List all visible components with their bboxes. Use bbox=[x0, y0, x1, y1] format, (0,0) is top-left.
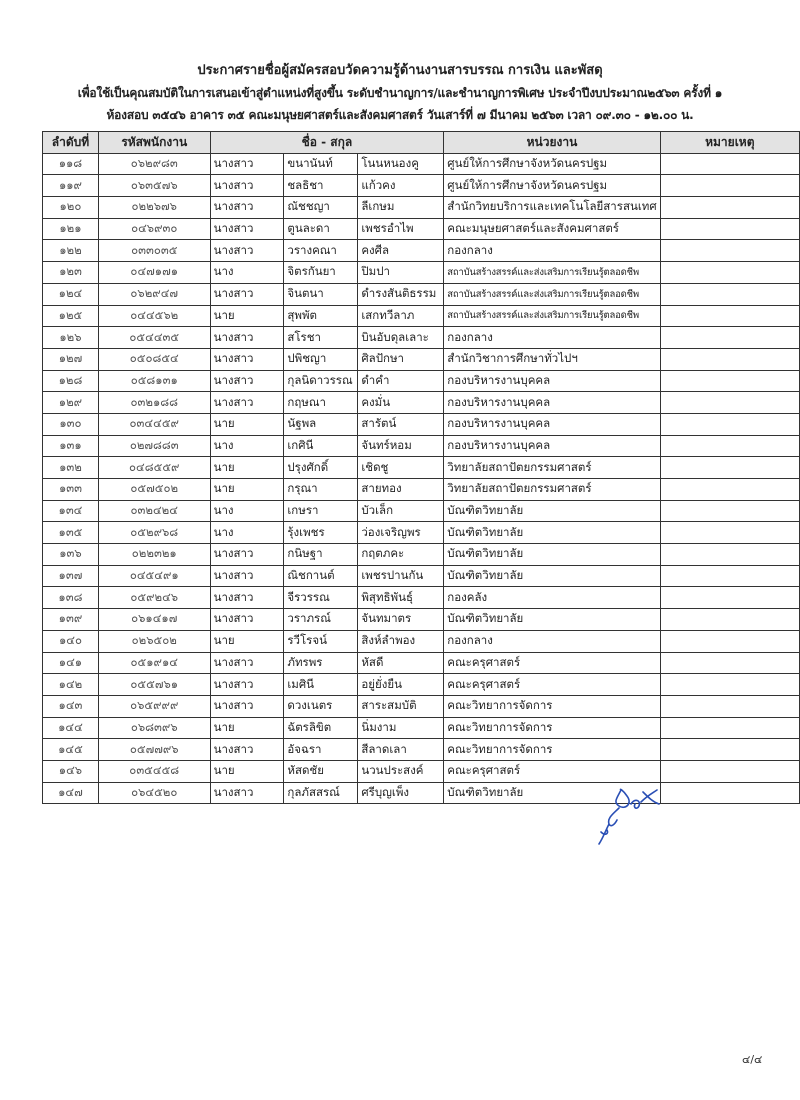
department-cell: กองบริหารงานบุคคล bbox=[444, 370, 660, 392]
name-title-cell: นาย bbox=[210, 630, 284, 652]
last-name-cell: คงมั่น bbox=[358, 392, 444, 414]
department-cell: กองคลัง bbox=[444, 587, 660, 609]
last-name-cell: โนนหนองคู bbox=[358, 153, 444, 175]
remark-cell bbox=[660, 370, 799, 392]
last-name-cell: เพชรอำไพ bbox=[358, 218, 444, 240]
remark-cell bbox=[660, 413, 799, 435]
name-title-cell: นาย bbox=[210, 413, 284, 435]
seq-cell: ๑๑๙ bbox=[43, 175, 99, 197]
remark-cell bbox=[660, 283, 799, 305]
employee-code-cell: ๐๔๕๔๙๑ bbox=[98, 565, 210, 587]
last-name-cell: เสกทวีลาภ bbox=[358, 305, 444, 327]
table-row bbox=[43, 457, 800, 479]
last-name-cell: บินอับดุลเลาะ bbox=[358, 327, 444, 349]
employee-code-cell: ๐๕๗๕๐๒ bbox=[98, 479, 210, 501]
name-title-cell: นาย bbox=[210, 479, 284, 501]
first-name-cell: นัฐพล bbox=[284, 413, 358, 435]
remark-cell bbox=[660, 522, 799, 544]
column-header-seq: ลำดับที่ bbox=[43, 132, 99, 154]
employee-code-cell: ๐๕๘๑๓๑ bbox=[98, 370, 210, 392]
name-title-cell: นางสาว bbox=[210, 544, 284, 566]
name-title-cell: นางสาว bbox=[210, 565, 284, 587]
table-row bbox=[43, 262, 800, 284]
remark-cell bbox=[660, 327, 799, 349]
seq-cell: ๑๓๘ bbox=[43, 587, 99, 609]
remark-cell bbox=[660, 153, 799, 175]
name-title-cell: นางสาว bbox=[210, 674, 284, 696]
department-cell: บัณฑิตวิทยาลัย bbox=[444, 565, 660, 587]
department-cell: คณะมนุษยศาสตร์และสังคมศาสตร์ bbox=[444, 218, 660, 240]
document-header bbox=[0, 60, 800, 126]
table-row bbox=[43, 348, 800, 370]
table-row bbox=[43, 413, 800, 435]
table-row bbox=[43, 283, 800, 305]
first-name-cell: อัจฉรา bbox=[284, 739, 358, 761]
seq-cell: ๑๓๕ bbox=[43, 522, 99, 544]
department-cell: บัณฑิตวิทยาลัย bbox=[444, 522, 660, 544]
employee-code-cell: ๐๓๓๐๓๕ bbox=[98, 240, 210, 262]
seq-cell: ๑๒๓ bbox=[43, 262, 99, 284]
name-title-cell: นาย bbox=[210, 305, 284, 327]
last-name-cell: สิงห์ลำพอง bbox=[358, 630, 444, 652]
remark-cell bbox=[660, 457, 799, 479]
first-name-cell: เกษรา bbox=[284, 500, 358, 522]
table-row bbox=[43, 782, 800, 804]
table-row bbox=[43, 218, 800, 240]
last-name-cell: อยู่ยั่งยืน bbox=[358, 674, 444, 696]
seq-cell: ๑๒๕ bbox=[43, 305, 99, 327]
name-title-cell: นางสาว bbox=[210, 153, 284, 175]
seq-cell: ๑๑๘ bbox=[43, 153, 99, 175]
department-cell: คณะวิทยาการจัดการ bbox=[444, 739, 660, 761]
table-row bbox=[43, 544, 800, 566]
remark-cell bbox=[660, 630, 799, 652]
seq-cell: ๑๔๐ bbox=[43, 630, 99, 652]
table-row bbox=[43, 609, 800, 631]
first-name-cell: ปรุงศักดิ์ bbox=[284, 457, 358, 479]
department-cell: วิทยาลัยสถาปัตยกรรมศาสตร์ bbox=[444, 479, 660, 501]
table-row bbox=[43, 327, 800, 349]
department-cell: บัณฑิตวิทยาลัย bbox=[444, 500, 660, 522]
name-title-cell: นางสาว bbox=[210, 739, 284, 761]
seq-cell: ๑๓๗ bbox=[43, 565, 99, 587]
name-title-cell: นางสาว bbox=[210, 392, 284, 414]
department-cell: กองบริหารงานบุคคล bbox=[444, 435, 660, 457]
name-title-cell: นาง bbox=[210, 522, 284, 544]
name-title-cell: นาย bbox=[210, 760, 284, 782]
name-title-cell: นาง bbox=[210, 262, 284, 284]
employee-code-cell: ๐๒๗๘๘๓ bbox=[98, 435, 210, 457]
name-title-cell: นางสาว bbox=[210, 587, 284, 609]
department-cell: คณะวิทยาการจัดการ bbox=[444, 695, 660, 717]
first-name-cell: จินตนา bbox=[284, 283, 358, 305]
first-name-cell: ปพิชญา bbox=[284, 348, 358, 370]
employee-code-cell: ๐๒๒๓๒๑ bbox=[98, 544, 210, 566]
department-cell: คณะครุศาสตร์ bbox=[444, 674, 660, 696]
last-name-cell: ดำรงสันติธรรม bbox=[358, 283, 444, 305]
first-name-cell: ขนานันท์ bbox=[284, 153, 358, 175]
remark-cell bbox=[660, 544, 799, 566]
first-name-cell: กุลนิดาวรรณ bbox=[284, 370, 358, 392]
remark-cell bbox=[660, 695, 799, 717]
employee-code-cell: ๐๖๘๓๙๖ bbox=[98, 717, 210, 739]
remark-cell bbox=[660, 305, 799, 327]
first-name-cell: ตูนละดา bbox=[284, 218, 358, 240]
name-title-cell: นางสาว bbox=[210, 370, 284, 392]
remark-cell bbox=[660, 175, 799, 197]
department-cell: สถาบันสร้างสรรค์และส่งเสริมการเรียนรู้ตลอดชีพ bbox=[444, 305, 660, 327]
last-name-cell: ลีเกษม bbox=[358, 197, 444, 219]
first-name-cell: กุลภัสสรณ์ bbox=[284, 782, 358, 804]
table-row bbox=[43, 435, 800, 457]
department-cell: บัณฑิตวิทยาลัย bbox=[444, 782, 660, 804]
name-title-cell: นางสาว bbox=[210, 782, 284, 804]
last-name-cell: กฤตภคะ bbox=[358, 544, 444, 566]
department-cell: สำนักวิชาการศึกษาทั่วไปฯ bbox=[444, 348, 660, 370]
department-cell: คณะครุศาสตร์ bbox=[444, 760, 660, 782]
department-cell: สำนักวิทยบริการและเทคโนโลยีสารสนเทศ bbox=[444, 197, 660, 219]
table-row bbox=[43, 479, 800, 501]
remark-cell bbox=[660, 392, 799, 414]
seq-cell: ๑๓๔ bbox=[43, 500, 99, 522]
employee-code-cell: ๐๓๒๔๒๔ bbox=[98, 500, 210, 522]
last-name-cell: แก้วคง bbox=[358, 175, 444, 197]
first-name-cell: กฤษณา bbox=[284, 392, 358, 414]
last-name-cell: จันทมาตร bbox=[358, 609, 444, 631]
department-cell: คณะครุศาสตร์ bbox=[444, 652, 660, 674]
name-title-cell: นาง bbox=[210, 435, 284, 457]
employee-code-cell: ๐๕๒๙๖๘ bbox=[98, 522, 210, 544]
seq-cell: ๑๒๙ bbox=[43, 392, 99, 414]
first-name-cell: จีรวรรณ bbox=[284, 587, 358, 609]
employee-code-cell: ๐๕๑๙๑๔ bbox=[98, 652, 210, 674]
handwritten-signature bbox=[595, 780, 685, 850]
employee-code-cell: ๐๔๘๕๕๙ bbox=[98, 457, 210, 479]
first-name-cell: ณิชกานต์ bbox=[284, 565, 358, 587]
table-row bbox=[43, 674, 800, 696]
department-cell: ศูนย์ให้การศึกษาจังหวัดนครปฐม bbox=[444, 175, 660, 197]
name-title-cell: นางสาว bbox=[210, 348, 284, 370]
employee-code-cell: ๐๒๖๕๐๒ bbox=[98, 630, 210, 652]
last-name-cell: หัสดี bbox=[358, 652, 444, 674]
remark-cell bbox=[660, 674, 799, 696]
seq-cell: ๑๔๗ bbox=[43, 782, 99, 804]
last-name-cell: ศิลปักษา bbox=[358, 348, 444, 370]
first-name-cell: วรางคณา bbox=[284, 240, 358, 262]
name-title-cell: นางสาว bbox=[210, 283, 284, 305]
last-name-cell: สีลาดเลา bbox=[358, 739, 444, 761]
remark-cell bbox=[660, 717, 799, 739]
candidate-table bbox=[42, 131, 800, 804]
seq-cell: ๑๓๐ bbox=[43, 413, 99, 435]
name-title-cell: นางสาว bbox=[210, 652, 284, 674]
table-row bbox=[43, 630, 800, 652]
department-cell: กองกลาง bbox=[444, 630, 660, 652]
last-name-cell: เชิดชู bbox=[358, 457, 444, 479]
employee-code-cell: ๐๓๔๔๕๙ bbox=[98, 413, 210, 435]
name-title-cell: นางสาว bbox=[210, 240, 284, 262]
table-row bbox=[43, 370, 800, 392]
employee-code-cell: ๐๕๗๗๙๖ bbox=[98, 739, 210, 761]
name-title-cell: นางสาว bbox=[210, 327, 284, 349]
seq-cell: ๑๔๔ bbox=[43, 717, 99, 739]
table-body bbox=[43, 153, 800, 804]
first-name-cell: รุ้งเพชร bbox=[284, 522, 358, 544]
seq-cell: ๑๒๐ bbox=[43, 197, 99, 219]
signature-stroke bbox=[599, 789, 659, 844]
seq-cell: ๑๓๙ bbox=[43, 609, 99, 631]
first-name-cell: ณัชชญา bbox=[284, 197, 358, 219]
first-name-cell: รวีโรจน์ bbox=[284, 630, 358, 652]
employee-code-cell: ๐๕๙๒๔๖ bbox=[98, 587, 210, 609]
first-name-cell: ดวงเนตร bbox=[284, 695, 358, 717]
employee-code-cell: ๐๓๕๔๕๘ bbox=[98, 760, 210, 782]
first-name-cell: วราภรณ์ bbox=[284, 609, 358, 631]
exam-room-details: ห้องสอบ ๓๕๔๖ อาคาร ๓๕ คณะมนุษยศาสตร์และสังคมศาสตร์ วันเสาร์ที่ ๗ มีนาคม ๒๕๖๓ เวลา ๐๙.๓๐ - ๑๒.๐๐ น. bbox=[106, 108, 694, 122]
seq-cell: ๑๒๔ bbox=[43, 283, 99, 305]
seq-cell: ๑๒๖ bbox=[43, 327, 99, 349]
employee-code-cell: ๐๖๔๕๒๐ bbox=[98, 782, 210, 804]
table-row bbox=[43, 760, 800, 782]
seq-cell: ๑๒๗ bbox=[43, 348, 99, 370]
department-cell: บัณฑิตวิทยาลัย bbox=[444, 544, 660, 566]
table-row bbox=[43, 240, 800, 262]
name-title-cell: นางสาว bbox=[210, 609, 284, 631]
remark-cell bbox=[660, 218, 799, 240]
last-name-cell: นวนประสงค์ bbox=[358, 760, 444, 782]
table-header-row bbox=[43, 132, 800, 154]
seq-cell: ๑๔๒ bbox=[43, 674, 99, 696]
column-header-department: หน่วยงาน bbox=[444, 132, 660, 154]
table-row bbox=[43, 695, 800, 717]
last-name-cell: ศรีบุญเพ็ง bbox=[358, 782, 444, 804]
name-title-cell: นาย bbox=[210, 457, 284, 479]
first-name-cell: สุพพัต bbox=[284, 305, 358, 327]
first-name-cell: ภัทรพร bbox=[284, 652, 358, 674]
department-cell: บัณฑิตวิทยาลัย bbox=[444, 609, 660, 631]
last-name-cell: นิ่มงาม bbox=[358, 717, 444, 739]
remark-cell bbox=[660, 760, 799, 782]
table-row bbox=[43, 500, 800, 522]
department-cell: ศูนย์ให้การศึกษาจังหวัดนครปฐม bbox=[444, 153, 660, 175]
first-name-cell: ชลธิชา bbox=[284, 175, 358, 197]
last-name-cell: เพชรปานกัน bbox=[358, 565, 444, 587]
last-name-cell: สายทอง bbox=[358, 479, 444, 501]
employee-code-cell: ๐๕๔๔๓๕ bbox=[98, 327, 210, 349]
employee-code-cell: ๐๓๒๑๘๘ bbox=[98, 392, 210, 414]
remark-cell bbox=[660, 565, 799, 587]
employee-code-cell: ๐๖๒๙๘๓ bbox=[98, 153, 210, 175]
department-cell: กองบริหารงานบุคคล bbox=[444, 392, 660, 414]
remark-cell bbox=[660, 240, 799, 262]
table-row bbox=[43, 197, 800, 219]
employee-code-cell: ๐๔๔๕๖๒ bbox=[98, 305, 210, 327]
remark-cell bbox=[660, 609, 799, 631]
employee-code-cell: ๐๖๒๙๔๗ bbox=[98, 283, 210, 305]
column-header-remark: หมายเหตุ bbox=[660, 132, 799, 154]
remark-cell bbox=[660, 739, 799, 761]
seq-cell: ๑๒๑ bbox=[43, 218, 99, 240]
department-cell: คณะวิทยาการจัดการ bbox=[444, 717, 660, 739]
table-row bbox=[43, 717, 800, 739]
name-title-cell: นาง bbox=[210, 500, 284, 522]
employee-code-cell: ๐๖๑๔๑๗ bbox=[98, 609, 210, 631]
last-name-cell: สารัตน์ bbox=[358, 413, 444, 435]
employee-code-cell: ๐๔๖๙๓๐ bbox=[98, 218, 210, 240]
last-name-cell: ปิมปา bbox=[358, 262, 444, 284]
name-title-cell: นางสาว bbox=[210, 218, 284, 240]
table-row bbox=[43, 392, 800, 414]
seq-cell: ๑๓๓ bbox=[43, 479, 99, 501]
first-name-cell: ฉัตรลิขิต bbox=[284, 717, 358, 739]
remark-cell bbox=[660, 348, 799, 370]
table-row bbox=[43, 305, 800, 327]
department-cell: สถาบันสร้างสรรค์และส่งเสริมการเรียนรู้ตลอดชีพ bbox=[444, 262, 660, 284]
seq-cell: ๑๓๒ bbox=[43, 457, 99, 479]
employee-code-cell: ๐๕๕๗๖๑ bbox=[98, 674, 210, 696]
last-name-cell: คงศีล bbox=[358, 240, 444, 262]
seq-cell: ๑๒๘ bbox=[43, 370, 99, 392]
first-name-cell: จิตรกันยา bbox=[284, 262, 358, 284]
table-row bbox=[43, 652, 800, 674]
seq-cell: ๑๔๕ bbox=[43, 739, 99, 761]
last-name-cell: ว่องเจริญพร bbox=[358, 522, 444, 544]
seq-cell: ๑๓๖ bbox=[43, 544, 99, 566]
first-name-cell: เมศินี bbox=[284, 674, 358, 696]
seq-cell: ๑๔๓ bbox=[43, 695, 99, 717]
remark-cell bbox=[660, 500, 799, 522]
last-name-cell: ดำคำ bbox=[358, 370, 444, 392]
column-header-name: ชื่อ - สกุล bbox=[210, 132, 444, 154]
table-row bbox=[43, 522, 800, 544]
first-name-cell: กรุณา bbox=[284, 479, 358, 501]
table-row bbox=[43, 587, 800, 609]
last-name-cell: จันทร์หอม bbox=[358, 435, 444, 457]
seq-cell: ๑๒๒ bbox=[43, 240, 99, 262]
remark-cell bbox=[660, 197, 799, 219]
table-row bbox=[43, 565, 800, 587]
department-cell: กองกลาง bbox=[444, 240, 660, 262]
employee-code-cell: ๐๖๓๕๗๖ bbox=[98, 175, 210, 197]
announcement-title: ประกาศรายชื่อผู้สมัครสอบวัดความรู้ด้านงานสารบรรณ การเงิน และพัสดุ bbox=[197, 63, 603, 78]
name-title-cell: นาย bbox=[210, 717, 284, 739]
name-title-cell: นางสาว bbox=[210, 175, 284, 197]
first-name-cell: เกศินี bbox=[284, 435, 358, 457]
first-name-cell: กนิษฐา bbox=[284, 544, 358, 566]
department-cell: กองบริหารงานบุคคล bbox=[444, 413, 660, 435]
first-name-cell: สโรชา bbox=[284, 327, 358, 349]
table-row bbox=[43, 153, 800, 175]
seq-cell: ๑๓๑ bbox=[43, 435, 99, 457]
employee-code-cell: ๐๒๒๖๗๖ bbox=[98, 197, 210, 219]
seq-cell: ๑๔๖ bbox=[43, 760, 99, 782]
column-header-code: รหัสพนักงาน bbox=[98, 132, 210, 154]
first-name-cell: หัสดชัย bbox=[284, 760, 358, 782]
department-cell: วิทยาลัยสถาปัตยกรรมศาสตร์ bbox=[444, 457, 660, 479]
employee-code-cell: ๐๔๗๑๗๑ bbox=[98, 262, 210, 284]
department-cell: กองกลาง bbox=[444, 327, 660, 349]
name-title-cell: นางสาว bbox=[210, 695, 284, 717]
remark-cell bbox=[660, 262, 799, 284]
last-name-cell: บัวเล็ก bbox=[358, 500, 444, 522]
remark-cell bbox=[660, 587, 799, 609]
announcement-purpose: เพื่อใช้เป็นคุณสมบัติในการเสนอเข้าสู่ตำแหน่งที่สูงขึ้น ระดับชำนาญการ/และชำนาญการพิเศษ ประจำปีงบประมาณ๒๕๖๓ ครั้งที่ ๑ bbox=[77, 86, 723, 100]
table-row bbox=[43, 739, 800, 761]
table-row bbox=[43, 175, 800, 197]
employee-code-cell: ๐๕๐๘๕๔ bbox=[98, 348, 210, 370]
employee-code-cell: ๐๖๕๙๙๙ bbox=[98, 695, 210, 717]
remark-cell bbox=[660, 479, 799, 501]
last-name-cell: พิสุทธิพันธุ์ bbox=[358, 587, 444, 609]
seq-cell: ๑๔๑ bbox=[43, 652, 99, 674]
page-number: ๔/๔ bbox=[742, 1053, 763, 1066]
last-name-cell: สาระสมบัติ bbox=[358, 695, 444, 717]
department-cell: สถาบันสร้างสรรค์และส่งเสริมการเรียนรู้ตลอดชีพ bbox=[444, 283, 660, 305]
remark-cell bbox=[660, 652, 799, 674]
remark-cell bbox=[660, 435, 799, 457]
name-title-cell: นางสาว bbox=[210, 197, 284, 219]
